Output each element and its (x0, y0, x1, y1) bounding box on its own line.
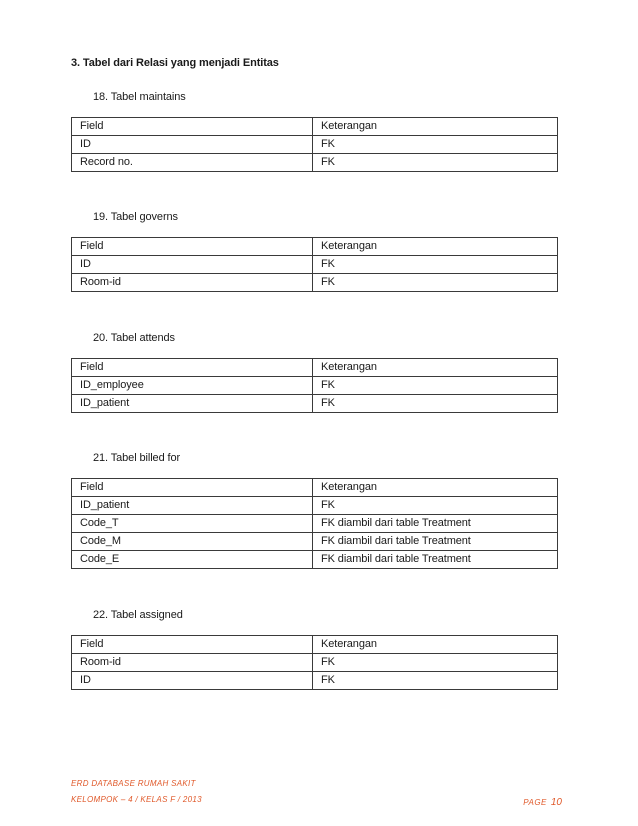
footer-group-info: KELOMPOK – 4 / KELAS F / 2013 (71, 795, 202, 804)
table-row (72, 672, 558, 690)
field-cell: Code_T (72, 515, 313, 533)
field-cell: ID_patient (72, 395, 313, 413)
table-section-assigned (71, 608, 558, 690)
keterangan-cell: FK (313, 497, 558, 515)
table-title: 22. Tabel assigned (93, 609, 183, 621)
relation-table (71, 635, 558, 690)
table-header-row (72, 118, 558, 136)
table-row (72, 274, 558, 292)
table-row (72, 256, 558, 274)
table-section-maintains (71, 90, 558, 172)
field-cell: Record no. (72, 154, 313, 172)
relation-table (71, 358, 558, 413)
field-cell: ID_patient (72, 497, 313, 515)
relation-table (71, 478, 558, 569)
table-header-row (72, 636, 558, 654)
table-row (72, 515, 558, 533)
keterangan-cell: FK (313, 256, 558, 274)
table-row (72, 533, 558, 551)
relation-table (71, 117, 558, 172)
field-cell: ID (72, 136, 313, 154)
field-cell: ID_employee (72, 377, 313, 395)
column-header-keterangan: Keterangan (313, 238, 558, 256)
keterangan-cell: FK (313, 672, 558, 690)
column-header-keterangan: Keterangan (313, 359, 558, 377)
column-header-keterangan: Keterangan (313, 118, 558, 136)
table-row (72, 395, 558, 413)
table-section-attends (71, 331, 558, 413)
table-title: 21. Tabel billed for (93, 452, 181, 464)
column-header-field: Field (72, 636, 313, 654)
field-cell: Code_M (72, 533, 313, 551)
keterangan-cell: FK (313, 154, 558, 172)
keterangan-cell: FK (313, 654, 558, 672)
table-row (72, 136, 558, 154)
table-title: 18. Tabel maintains (93, 91, 186, 103)
table-header-row (72, 238, 558, 256)
column-header-field: Field (72, 118, 313, 136)
footer-document-title: ERD DATABASE RUMAH SAKIT (71, 779, 196, 788)
table-row (72, 154, 558, 172)
table-title: 20. Tabel attends (93, 332, 175, 344)
field-cell: ID (72, 672, 313, 690)
keterangan-cell: FK (313, 395, 558, 413)
keterangan-cell: FK diambil dari table Treatment (313, 533, 558, 551)
keterangan-cell: FK diambil dari table Treatment (313, 551, 558, 569)
page-number: 10 (550, 797, 562, 808)
keterangan-cell: FK (313, 377, 558, 395)
keterangan-cell: FK (313, 274, 558, 292)
field-cell: Code_E (72, 551, 313, 569)
keterangan-cell: FK diambil dari table Treatment (313, 515, 558, 533)
field-cell: ID (72, 256, 313, 274)
field-cell: Room-id (72, 274, 313, 292)
table-row (72, 497, 558, 515)
relation-table (71, 237, 558, 292)
table-section-governs (71, 210, 558, 292)
column-header-field: Field (72, 238, 313, 256)
table-row (72, 654, 558, 672)
table-row (72, 377, 558, 395)
table-row (72, 551, 558, 569)
page-indicator (523, 792, 562, 810)
column-header-field: Field (72, 359, 313, 377)
section-heading: 3. Tabel dari Relasi yang menjadi Entitas (71, 57, 279, 69)
table-header-row (72, 479, 558, 497)
column-header-keterangan: Keterangan (313, 479, 558, 497)
page-label: PAGE (523, 798, 547, 807)
table-title: 19. Tabel governs (93, 211, 178, 223)
keterangan-cell: FK (313, 136, 558, 154)
column-header-field: Field (72, 479, 313, 497)
table-header-row (72, 359, 558, 377)
column-header-keterangan: Keterangan (313, 636, 558, 654)
field-cell: Room-id (72, 654, 313, 672)
table-section-billed-for (71, 451, 558, 569)
